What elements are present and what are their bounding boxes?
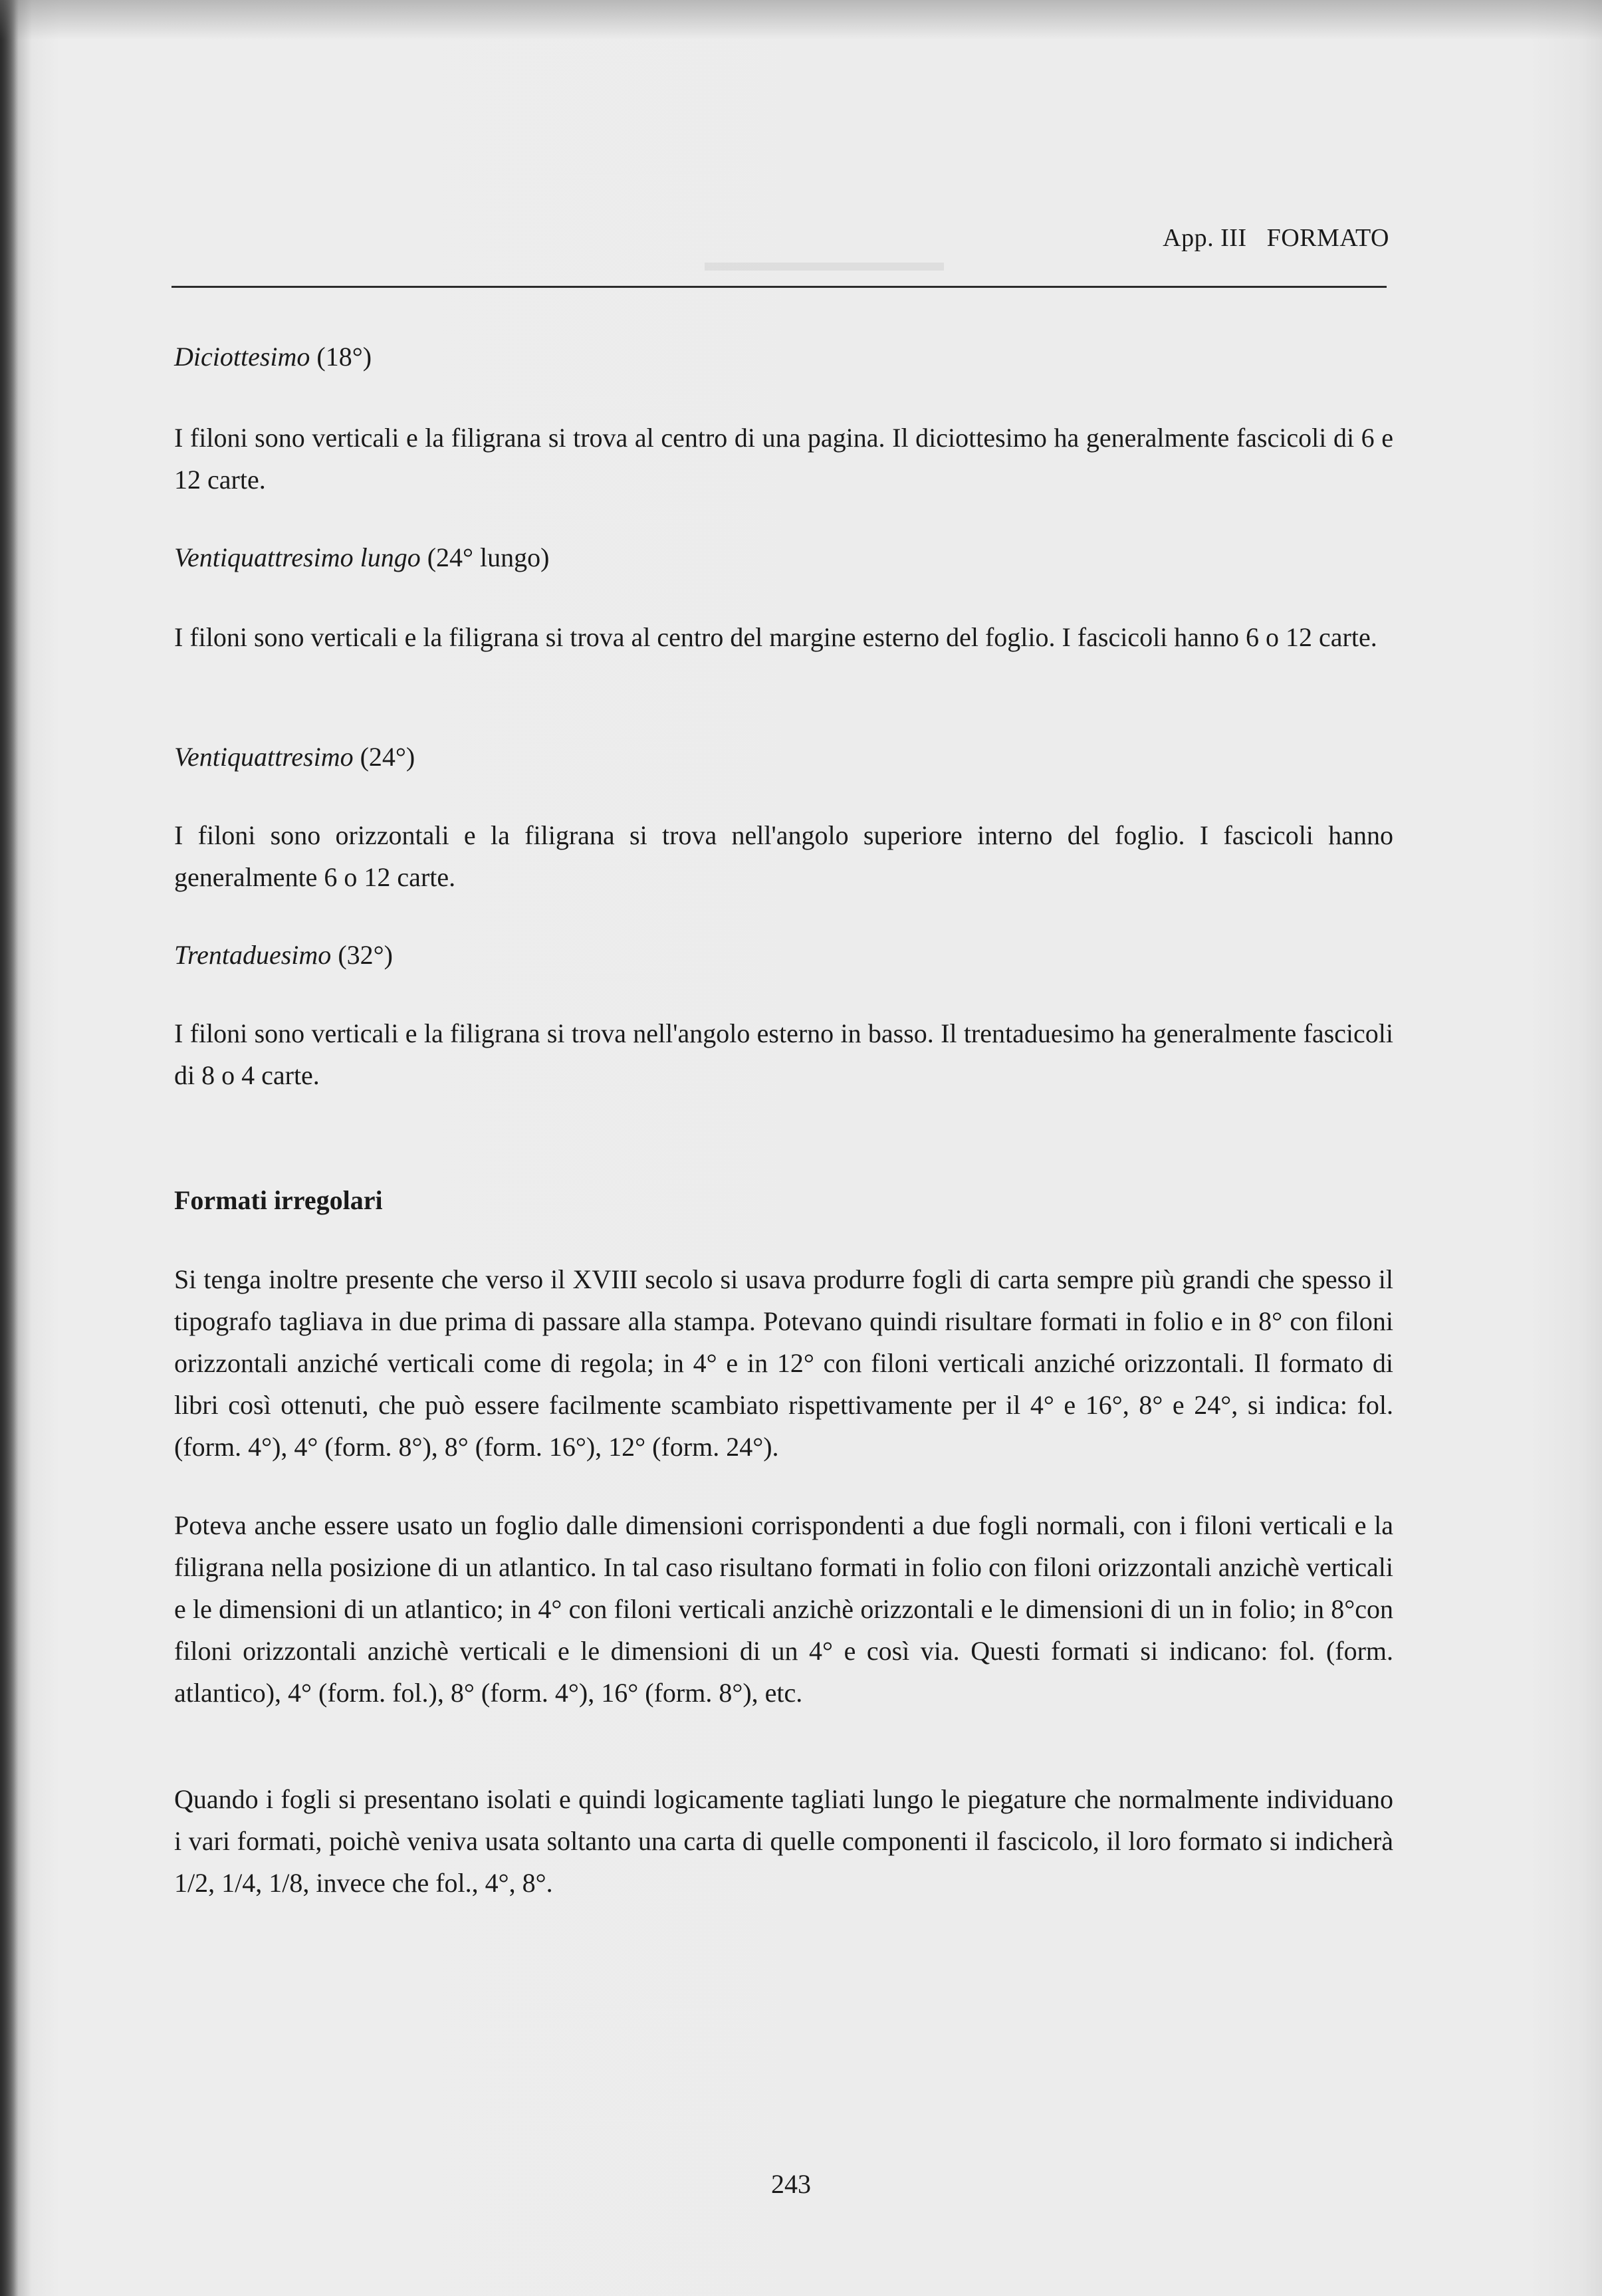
section-text: I filoni sono verticali e la filigrana si trova al centro di una pagina. Il diciottesimo ha generalmente fascicoli di 6 e 12 carte. bbox=[174, 423, 1393, 495]
section-heading-name: Ventiquattresimo bbox=[174, 742, 354, 772]
section-text: I filoni sono verticali e la filigrana si trova al centro del margine esterno del foglio. I fascicoli hanno 6 o 12 carte. bbox=[174, 622, 1377, 652]
header-title: FORMATO bbox=[1266, 224, 1389, 252]
top-edge-shadow bbox=[0, 0, 1602, 40]
section-heading-format: (24°) bbox=[353, 742, 415, 772]
section-heading-name: Trentaduesimo bbox=[174, 940, 332, 970]
section-text: I filoni sono orizzontali e la filigrana si trova nell'angolo superiore interno del foglio. I fascicoli hanno generalmente 6 o 12 carte. bbox=[174, 820, 1393, 892]
section-heading bbox=[174, 542, 549, 573]
section-heading-format: (24° lungo) bbox=[420, 542, 550, 572]
section-heading-format: (18°) bbox=[310, 342, 372, 372]
section-heading-name: Ventiquattresimo lungo bbox=[174, 542, 421, 572]
irregular-paragraph-2: Poteva anche essere usato un foglio dalle dimensioni corrispondenti a due fogli normali, con i filoni verticali e la filigrana nella posizione di un atlantico. In tal caso risultano formati in folio con filoni orizzontali anzichè verticali e le dimensioni di un atlantico; in 4° con filoni verticali anzichè orizzontali e le dimensioni di un in folio; in 8°con filoni orizzontali anzichè verticali e le dimensioni di un 4° e così via. Questi formati si indicano: fol. (form. atlantico), 4° (form. fol.), 8° (form. 4°), 16° (form. 8°), etc. bbox=[174, 1510, 1393, 1708]
section-heading bbox=[174, 341, 372, 372]
section-heading-format: (32°) bbox=[331, 940, 393, 970]
section-heading bbox=[174, 741, 415, 772]
section-heading bbox=[174, 939, 393, 971]
section-text: I filoni sono verticali e la filigrana si trova nell'angolo esterno in basso. Il trentaduesimo ha generalmente fascicoli di 8 o 4 carte. bbox=[174, 1018, 1393, 1090]
irregular-paragraph-3: Quando i fogli si presentano isolati e quindi logicamente tagliati lungo le piegature che normalmente individuano i vari formati, poichè veniva usata soltanto una carta di quelle componenti il fascicolo, il loro formato si indicherà 1/2, 1/4, 1/8, invece che fol., 4°, 8°. bbox=[174, 1784, 1393, 1898]
page-number: 243 bbox=[771, 2169, 811, 2199]
header-rule bbox=[172, 286, 1387, 288]
bleed-through-decoration: ▬▬▬▬▬▬▬▬▬ bbox=[705, 247, 944, 277]
running-header bbox=[1130, 223, 1389, 253]
header-section: App. III bbox=[1163, 224, 1247, 252]
spine-shadow bbox=[0, 0, 19, 2296]
irregular-formats-heading: Formati irregolari bbox=[174, 1185, 383, 1215]
irregular-paragraph-1: Si tenga inoltre presente che verso il XVIII secolo si usava produrre fogli di carta sempre più grandi che spesso il tipografo tagliava in due prima di passare alla stampa. Potevano quindi risultare formati in folio e in 8° con filoni orizzontali anziché verticali come di regola; in 4° e in 12° con filoni verticali anziché orizzontali. Il formato di libri così ottenuti, che può essere facilmente scambiato rispettivamente per il 4° e 16°, 8° e 24°, si indica: fol. (form. 4°), 4° (form. 8°), 8° (form. 16°), 12° (form. 24°). bbox=[174, 1264, 1393, 1462]
section-heading-name: Diciottesimo bbox=[174, 342, 310, 372]
